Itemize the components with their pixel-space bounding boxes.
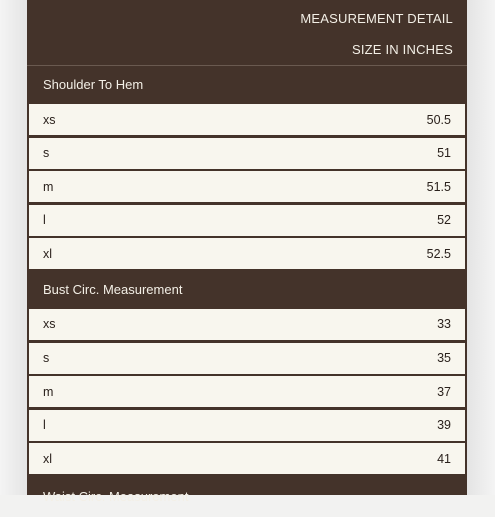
table-row (29, 443, 465, 474)
section-waist-circ (27, 477, 467, 507)
size-label: xl (43, 246, 53, 261)
size-value: 37 (437, 384, 451, 399)
table-row (29, 343, 465, 374)
size-label: xs (43, 112, 56, 127)
size-label: l (43, 418, 46, 433)
size-label: m (43, 384, 54, 399)
table-row (29, 376, 465, 407)
header-subtitle: SIZE IN INCHES (351, 42, 453, 57)
section-bust-circ (27, 272, 467, 474)
table-row (29, 238, 465, 269)
measurement-panel (27, 0, 467, 504)
background-right (467, 0, 495, 495)
size-value: 33 (437, 317, 451, 332)
section-shoulder-to-hem (27, 66, 467, 269)
section-title: Bust Circ. Measurement (43, 281, 183, 297)
size-value: 50.5 (426, 112, 451, 127)
header-title: MEASUREMENT DETAIL (300, 11, 453, 26)
size-label: s (43, 146, 50, 161)
section-title: Waist Circ. Measurement (43, 488, 189, 504)
size-value: 52.5 (426, 246, 451, 261)
background-left (0, 0, 28, 495)
section-title: Shoulder To Hem (43, 77, 144, 92)
size-label: xs (43, 317, 56, 332)
size-label: xl (43, 451, 53, 466)
table-row (29, 410, 465, 441)
size-value: 39 (437, 418, 451, 433)
size-value: 52 (437, 213, 451, 228)
size-label: s (43, 351, 50, 366)
size-label: l (43, 213, 46, 228)
table-row (29, 309, 465, 340)
rows (27, 308, 467, 474)
rows (27, 103, 467, 269)
size-value: 51.5 (426, 179, 451, 194)
table-row (29, 205, 465, 236)
size-value: 51 (437, 146, 451, 161)
table-row (29, 104, 465, 135)
table-row (29, 138, 465, 169)
size-value: 35 (437, 351, 451, 366)
size-label: m (43, 179, 54, 194)
panel-header (27, 0, 467, 66)
size-value: 41 (437, 451, 451, 466)
table-row (29, 171, 465, 202)
